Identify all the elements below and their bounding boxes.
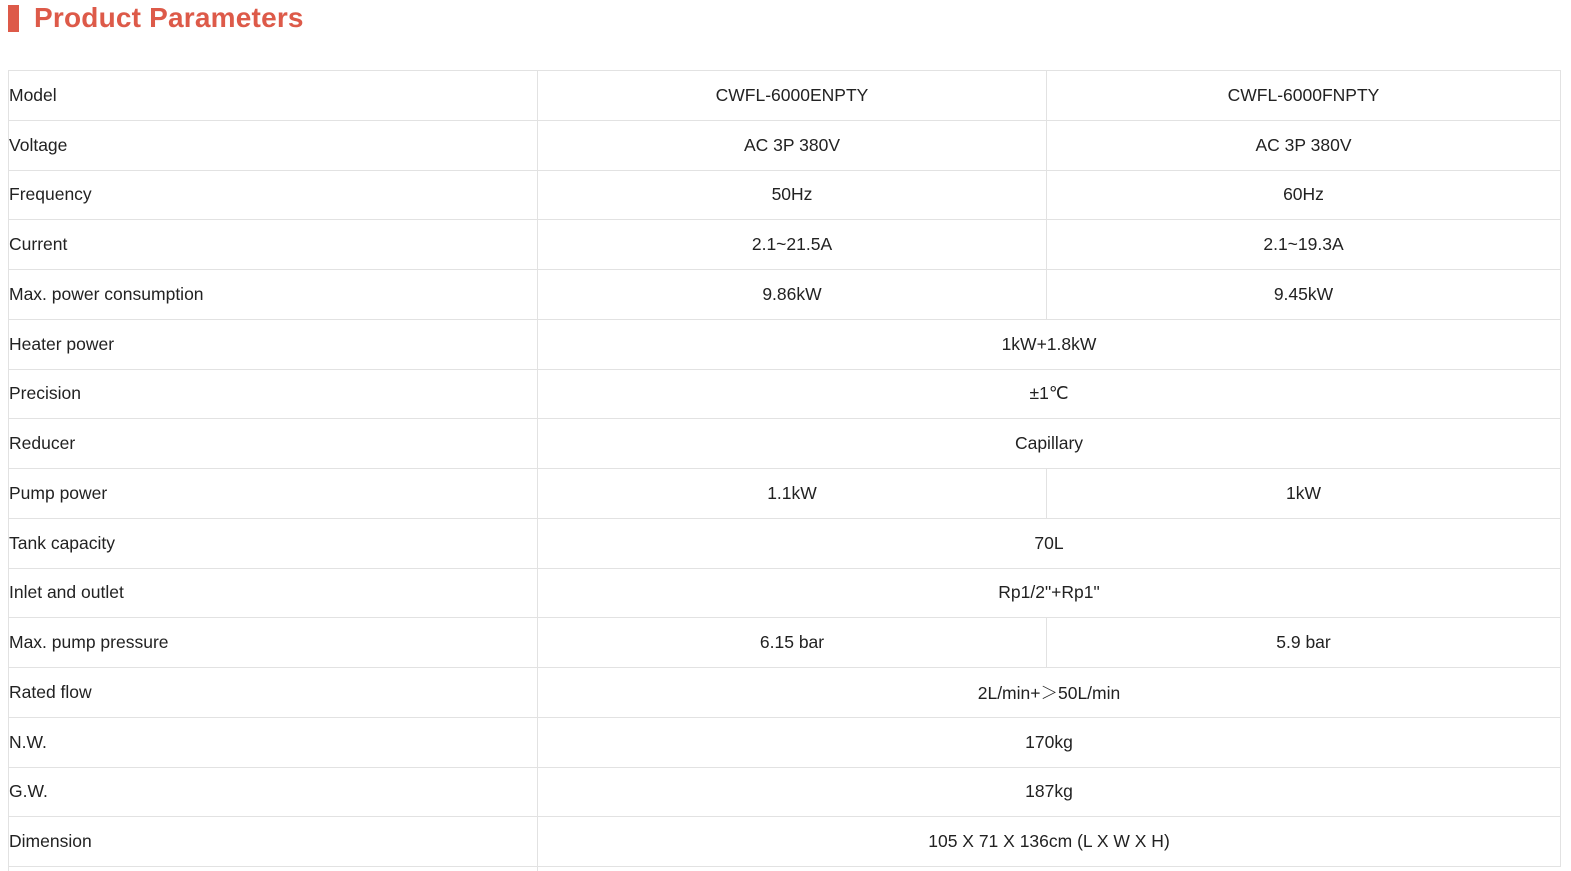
row-label: Tank capacity: [9, 518, 538, 568]
row-label: N.W.: [9, 717, 538, 767]
row-value: Rp1/2"+Rp1": [538, 568, 1561, 618]
row-value: 1.1kW: [538, 469, 1047, 519]
row-label: Precision: [9, 369, 538, 419]
row-value: 2.1~19.3A: [1047, 220, 1561, 270]
product-parameters-table: [8, 70, 1561, 867]
row-value: AC 3P 380V: [538, 120, 1047, 170]
row-value: CWFL-6000FNPTY: [1047, 71, 1561, 121]
row-label: Inlet and outlet: [9, 568, 538, 618]
table-row: [9, 668, 1561, 718]
row-value: 1kW+1.8kW: [538, 319, 1561, 369]
row-label: Rated flow: [9, 668, 538, 718]
table-row: [9, 120, 1561, 170]
table-row: [9, 369, 1561, 419]
table-row: [9, 319, 1561, 369]
row-label: Max. power consumption: [9, 270, 538, 320]
table-row: [9, 518, 1561, 568]
row-label: Model: [9, 71, 538, 121]
row-value: 9.86kW: [538, 270, 1047, 320]
row-value: 1kW: [1047, 469, 1561, 519]
table-row: [9, 469, 1561, 519]
row-value: 2L/min+＞50L/min: [538, 668, 1561, 718]
row-value: 2.1~21.5A: [538, 220, 1047, 270]
row-label: Reducer: [9, 419, 538, 469]
table-row: [9, 170, 1561, 220]
row-label: Max. pump pressure: [9, 618, 538, 668]
row-label: G.W.: [9, 767, 538, 817]
row-value: AC 3P 380V: [1047, 120, 1561, 170]
row-value: 187kg: [538, 767, 1561, 817]
table-row: [9, 568, 1561, 618]
table-row: [9, 220, 1561, 270]
table-row: [9, 419, 1561, 469]
row-label: Voltage: [9, 120, 538, 170]
row-label: Frequency: [9, 170, 538, 220]
row-label: Current: [9, 220, 538, 270]
row-value: 5.9 bar: [1047, 618, 1561, 668]
table-row: [9, 817, 1561, 867]
section-header: [8, 2, 304, 34]
table-row: [9, 717, 1561, 767]
table-row: [9, 270, 1561, 320]
row-label: Heater power: [9, 319, 538, 369]
row-value: CWFL-6000ENPTY: [538, 71, 1047, 121]
accent-bar-icon: [8, 5, 19, 32]
row-value: 105 X 71 X 136cm (L X W X H): [538, 817, 1561, 867]
row-value: 50Hz: [538, 170, 1047, 220]
row-value: 9.45kW: [1047, 270, 1561, 320]
row-value: 70L: [538, 518, 1561, 568]
table-row: [9, 71, 1561, 121]
row-value: Capillary: [538, 419, 1561, 469]
row-value: ±1℃: [538, 369, 1561, 419]
table-row: [9, 618, 1561, 668]
row-value: 6.15 bar: [538, 618, 1047, 668]
row-label: Dimension: [9, 817, 538, 867]
table-row: [9, 767, 1561, 817]
table-cutoff-edge: [8, 866, 1560, 871]
table-cutoff-divider: [537, 866, 538, 871]
row-label: Pump power: [9, 469, 538, 519]
page-title: Product Parameters: [34, 2, 304, 33]
row-value: 60Hz: [1047, 170, 1561, 220]
row-value: 170kg: [538, 717, 1561, 767]
